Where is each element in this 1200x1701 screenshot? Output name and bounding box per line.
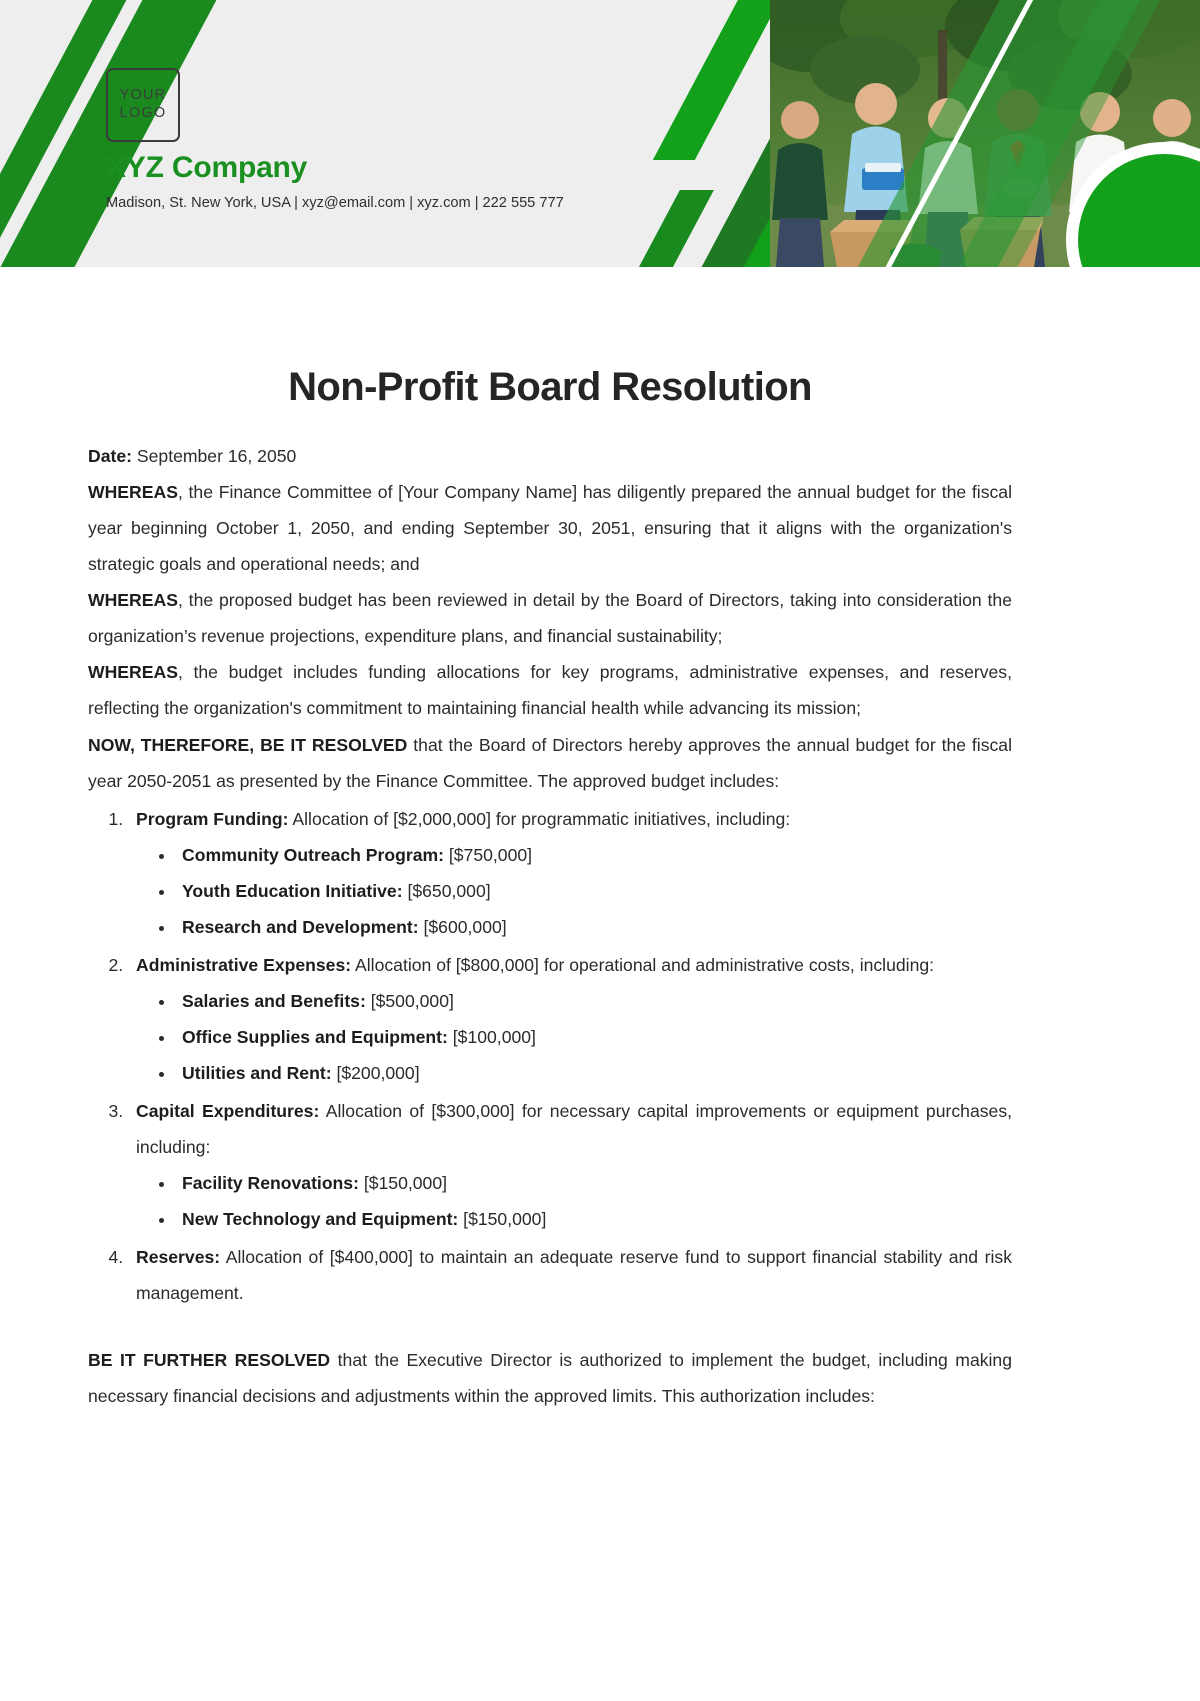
- budget-subitem-list: [136, 1165, 1012, 1237]
- now-therefore-paragraph: [88, 727, 1012, 799]
- budget-breakdown-list: [88, 801, 1012, 1312]
- resolved-body: that the Board of Directors hereby approves the annual budget for the fiscal year 2050-2051 as presented by the Finance Committee. The approved budget includes:: [88, 734, 1012, 791]
- budget-item: [128, 947, 1012, 1091]
- budget-item-label: Program Funding:: [136, 808, 289, 829]
- budget-item-text: Allocation of [$800,000] for operational and administrative costs, including:: [351, 954, 935, 975]
- budget-subitem: [176, 1165, 1012, 1201]
- budget-item-text: Allocation of [$400,000] to maintain an adequate reserve fund to support financial stability and risk management.: [136, 1247, 1012, 1304]
- be-it-further-resolved-paragraph: [88, 1342, 1012, 1414]
- budget-subitem-value: [$650,000]: [402, 880, 491, 901]
- whereas-body-1: , the Finance Committee of [Your Company Name] has diligently prepared the annual budget for the fiscal year beginning October 1, 2050, and ending September 30, 2051, ensuring that it aligns with the organization's strategic goals and operational needs; and: [88, 482, 1012, 575]
- budget-subitem-value: [$600,000]: [418, 916, 507, 937]
- budget-subitem-value: [$150,000]: [358, 1173, 447, 1194]
- date-label: Date:: [88, 446, 132, 466]
- budget-subitem: [176, 983, 1012, 1019]
- whereas-body-3: , the budget includes funding allocations for key programs, administrative expenses, and reserves, reflecting the organization's commitment to maintaining financial health while advancing its mission;: [88, 662, 1012, 719]
- budget-subitem: [176, 1019, 1012, 1055]
- date-value: September 16, 2050: [132, 446, 297, 466]
- budget-subitem: [176, 873, 1012, 909]
- budget-item: [128, 1239, 1012, 1311]
- date-line: [88, 438, 1012, 474]
- budget-subitem-label: New Technology and Equipment:: [182, 1209, 459, 1230]
- budget-subitem-label: Office Supplies and Equipment:: [182, 1027, 448, 1047]
- budget-item-text: Allocation of [$300,000] for necessary capital improvements or equipment purchases, including:: [136, 1101, 1012, 1158]
- budget-item-label: Capital Expenditures:: [136, 1101, 320, 1122]
- budget-subitem-list: [136, 837, 1012, 945]
- section-spacer: [88, 1312, 1012, 1342]
- budget-subitem-label: Youth Education Initiative:: [182, 880, 403, 901]
- budget-subitem-label: Utilities and Rent:: [182, 1063, 332, 1084]
- document-body: [0, 365, 1200, 1414]
- logo-line-2: LOGO: [119, 105, 167, 121]
- whereas-lead-3: WHEREAS: [88, 662, 178, 683]
- logo-line-1: YOUR: [119, 87, 167, 104]
- budget-item-text: Allocation of [$2,000,000] for programmatic initiatives, including:: [288, 808, 791, 829]
- whereas-lead-1: WHEREAS: [88, 482, 178, 503]
- budget-subitem-label: Salaries and Benefits:: [182, 990, 366, 1011]
- company-contact-line: Madison, St. New York, USA | xyz@email.com | xyz.com | 222 555 777: [106, 195, 564, 211]
- budget-subitem-value: [$150,000]: [458, 1209, 547, 1230]
- company-name: XYZ Company: [106, 151, 308, 184]
- document-header: [0, 0, 1200, 267]
- whereas-paragraph-2: [88, 582, 1012, 654]
- budget-subitem: [176, 909, 1012, 945]
- whereas-paragraph-1: [88, 474, 1012, 582]
- budget-item: [128, 801, 1012, 945]
- further-resolved-body: that the Executive Director is authorized to implement the budget, including making necessary financial decisions and adjustments within the approved limits. This authorization includes:: [88, 1349, 1012, 1406]
- budget-subitem-label: Research and Development:: [182, 916, 419, 937]
- budget-subitem: [176, 1055, 1012, 1091]
- budget-subitem-label: Facility Renovations:: [182, 1173, 359, 1194]
- resolved-lead: NOW, THEREFORE, BE IT RESOLVED: [88, 734, 408, 755]
- budget-subitem: [176, 1201, 1012, 1237]
- logo-placeholder: [106, 68, 180, 142]
- budget-subitem-label: Community Outreach Program:: [182, 844, 444, 865]
- page-title: Non-Profit Board Resolution: [288, 365, 812, 409]
- budget-subitem: [176, 837, 1012, 873]
- further-resolved-lead: BE IT FURTHER RESOLVED: [88, 1349, 331, 1370]
- budget-item-label: Reserves:: [136, 1247, 221, 1268]
- budget-item: [128, 1093, 1012, 1237]
- whereas-body-2: , the proposed budget has been reviewed in detail by the Board of Directors, taking into consideration the organization’s revenue projections, expenditure plans, and financial sustainability;: [88, 590, 1012, 647]
- budget-subitem-value: [$750,000]: [444, 844, 533, 865]
- whereas-lead-2: WHEREAS: [88, 590, 178, 611]
- budget-subitem-value: [$100,000]: [447, 1027, 536, 1047]
- budget-item-label: Administrative Expenses:: [136, 954, 352, 975]
- budget-subitem-value: [$500,000]: [365, 990, 454, 1011]
- budget-subitem-value: [$200,000]: [331, 1063, 420, 1084]
- whereas-paragraph-3: [88, 654, 1012, 726]
- company-identity-block: [106, 68, 626, 214]
- budget-subitem-list: [136, 983, 1012, 1091]
